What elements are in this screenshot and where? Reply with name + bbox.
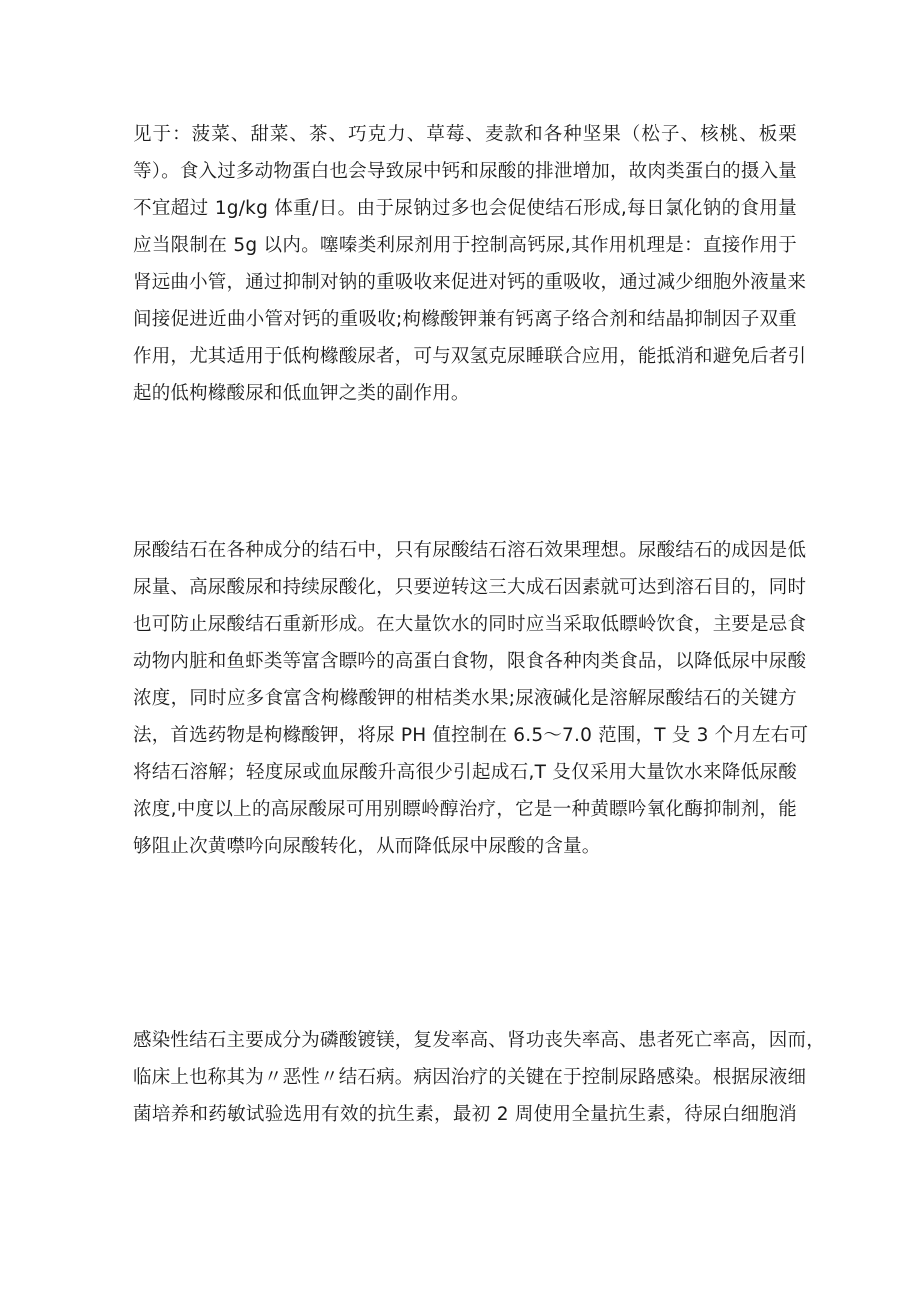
text-line: 肾远曲小管，通过抑制对钠的重吸收来促进对钙的重吸收，通过减少细胞外液量来 [133,272,807,293]
text-line: 将结石溶解；轻度尿或血尿酸升高很少引起成石,T 殳仅采用大量饮水来降低尿酸 [133,762,797,783]
paragraph-infection-stones [133,1022,825,1133]
text-line: 等）。食入过多动物蛋白也会导致尿中钙和尿酸的排泄增加，故肉类蛋白的摄入量 [133,161,797,182]
paragraph-oxalate-diet [133,116,807,412]
text-line: 菌培养和药敏试验选用有效的抗生素，最初 2 周使用全量抗生素，待尿白细胞消 [133,1104,797,1125]
text-line: 法，首选药物是枸橼酸钾，将尿 PH 值控制在 6.5〜7.0 范围，T 殳 3 个月左右可 [133,725,809,746]
text-line: 动物内脏和鱼虾类等富含瞟吟的高蛋白食物，限食各种肉类食品，以降低尿中尿酸 [133,651,807,672]
text-line: 尿酸结石在各种成分的结石中，只有尿酸结石溶石效果理想。尿酸结石的成因是低 [133,540,807,561]
text-line: 应当限制在 5g 以内。噻嗪类利尿剂用于控制高钙尿,其作用机理是：直接作用于 [133,235,797,256]
text-line: 见于：菠菜、甜菜、茶、巧克力、草莓、麦款和各种坚果（松子、核桃、板栗 [133,124,797,145]
text-line: 感染性结石主要成分为磷酸镀镁，复发率高、肾功丧失率高、患者死亡率高，因而， [133,1030,825,1051]
text-line: 起的低枸橼酸尿和低血钾之类的副作用。 [133,383,470,404]
text-line: 作用，尤其适用于低枸橼酸尿者，可与双氢克尿睡联合应用，能抵消和避免后者引 [133,346,807,367]
text-line: 浓度，同时应多食富含枸橼酸钾的柑桔类水果;尿液碱化是溶解尿酸结石的关键方 [133,688,797,709]
text-line: 浓度,中度以上的高尿酸尿可用别瞟岭醇治疗，它是一种黄瞟吟氧化酶抑制剂，能 [133,799,797,820]
text-line: 尿量、高尿酸尿和持续尿酸化，只要逆转这三大成石因素就可达到溶石目的，同时 [133,577,807,598]
text-line: 够阻止次黄噤吟向尿酸转化，从而降低尿中尿酸的含量。 [133,836,601,857]
paragraph-uric-acid-stones [133,532,809,865]
text-line: 临床上也称其为〃恶性〃结石病。病因治疗的关键在于控制尿路感染。根据尿液细 [133,1067,807,1088]
text-line: 间接促进近曲小管对钙的重吸收;枸橼酸钾兼有钙离子络合剂和结晶抑制因子双重 [133,309,797,330]
text-line: 也可防止尿酸结石重新形成。在大量饮水的同时应当采取低瞟岭饮食，主要是忌食 [133,614,807,635]
text-line: 不宜超过 1g/kg 体重/日。由于尿钠过多也会促使结石形成,每日氯化钠的食用量 [133,198,797,219]
